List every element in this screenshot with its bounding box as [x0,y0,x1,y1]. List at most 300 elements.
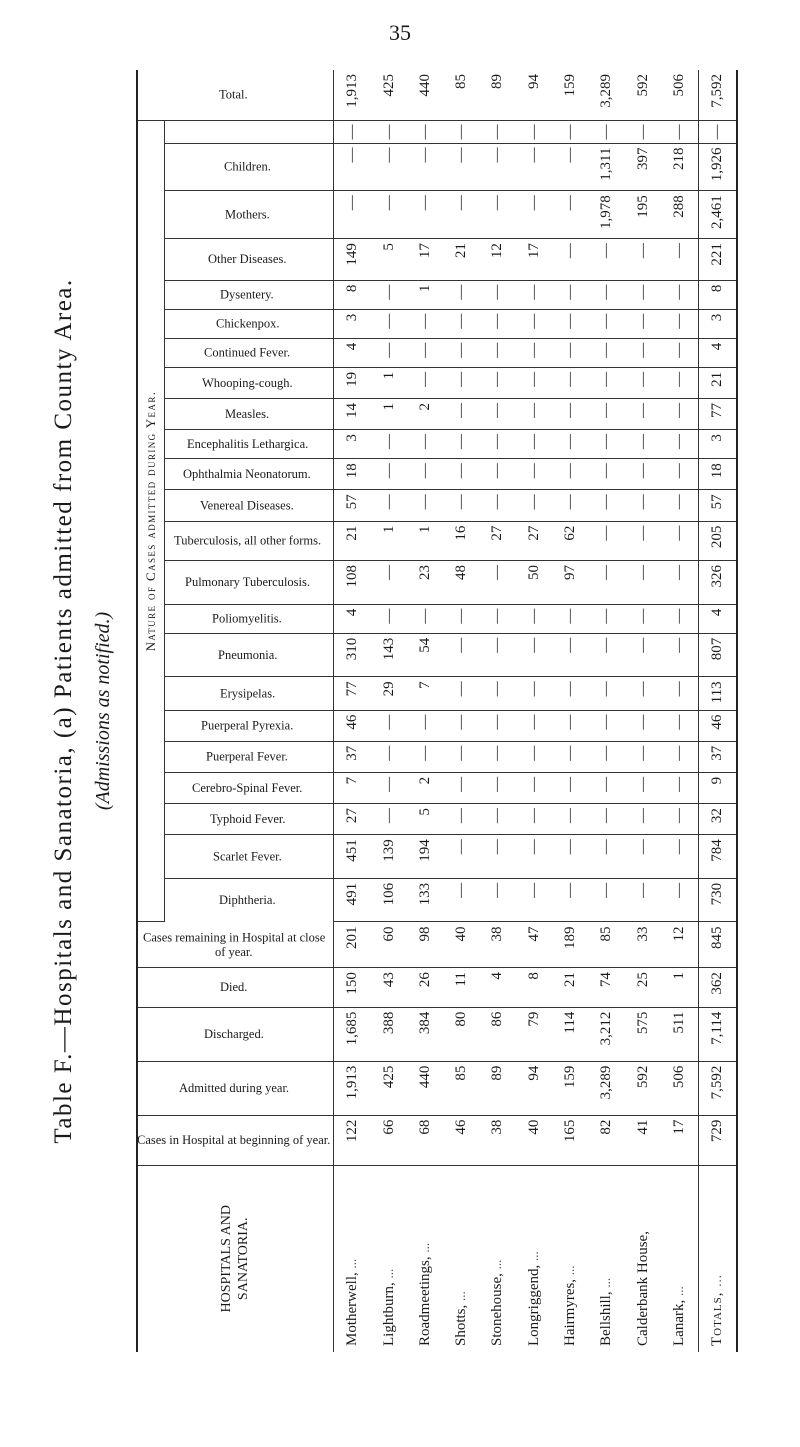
admissions-table [136,70,738,1352]
table-cell: — [625,521,661,560]
hospital-name-text: Lightburn, [380,1282,397,1346]
table-cell: — [589,399,625,430]
table-cell: 310 [334,633,371,677]
table-cell: — [443,835,479,879]
table-cell: — [443,430,479,459]
table-cell: — [516,143,552,191]
table-cell: — [334,120,371,143]
table-cell: — [443,772,479,803]
table-row [480,70,516,1352]
table-cell: 143 [371,633,407,677]
table-cell: 2 [407,772,443,803]
table-row [661,70,698,1352]
table-row [625,70,661,1352]
table-cell: — [443,399,479,430]
table-cell: — [443,280,479,309]
table-cell: — [589,604,625,633]
rotated-table-page [50,70,740,1352]
table-cell: — [516,338,552,367]
table-cell: — [480,604,516,633]
table-cell: — [661,741,698,772]
leader-dots: ... [380,1268,396,1279]
header-hospital: HOSPITALS AND SANATORIA. [138,1165,334,1352]
table-cell: — [443,338,479,367]
table-cell: 94 [516,70,552,120]
table-cell: — [589,835,625,879]
table-cell: — [443,677,479,710]
table-cell: — [516,633,552,677]
table-cell: — [480,191,516,239]
hospital-name [552,1165,588,1352]
table-cell: 57 [699,490,736,521]
hospital-name [480,1165,516,1352]
table-cell: 38 [480,922,516,968]
table-cell: — [516,710,552,741]
table-cell: 89 [480,70,516,120]
table-cell: 32 [699,804,736,835]
table-cell: — [480,772,516,803]
header-died: Died. [138,968,334,1007]
table-cell: — [516,772,552,803]
table-cell: 730 [699,878,736,922]
table-cell: — [516,459,552,490]
table-cell: 41 [625,1115,661,1165]
leader-dots: ... [561,1265,577,1276]
table-cell: — [407,309,443,338]
table-cell: — [552,633,588,677]
table-cell: — [625,490,661,521]
table-cell: 8 [334,280,371,309]
table-cell: — [516,191,552,239]
table-cell: — [371,561,407,605]
table-cell: 362 [699,968,736,1007]
table-cell: — [552,878,588,922]
table-row [407,70,443,1352]
table-cell: — [625,633,661,677]
table-cell: — [371,309,407,338]
table-cell: — [480,490,516,521]
table-cell: 150 [334,968,371,1007]
header-diphtheria: Diphtheria. [165,878,334,922]
table-cell: 60 [371,922,407,968]
table-cell: — [552,280,588,309]
table-cell: 201 [334,922,371,968]
totals-label [699,1165,736,1352]
table-cell: 1 [407,521,443,560]
table-cell: — [516,804,552,835]
table-cell: — [661,521,698,560]
table-cell: 1 [407,280,443,309]
table-cell: 17 [661,1115,698,1165]
hospital-name [443,1165,479,1352]
table-cell: — [625,835,661,879]
table-cell: — [661,309,698,338]
table-cell: 1 [661,968,698,1007]
table-cell: 37 [699,741,736,772]
table-cell: 37 [334,741,371,772]
table-cell: — [371,804,407,835]
table-cell: 845 [699,922,736,968]
table-cell: 12 [480,239,516,281]
hospital-name-text: Longriggend, [525,1264,542,1346]
header-ophthalmia-neonatorum: Ophthalmia Neonatorum. [165,459,334,490]
table-cell: — [552,604,588,633]
table-cell: — [334,143,371,191]
table-cell: — [516,835,552,879]
table-cell: — [371,143,407,191]
table-cell: — [589,280,625,309]
header-puerperal-fever: Puerperal Fever. [165,741,334,772]
table-cell: 165 [552,1115,588,1165]
header-discharged: Discharged. [138,1007,334,1061]
table-row [371,70,407,1352]
table-cell: 18 [334,459,371,490]
table-cell: — [407,741,443,772]
table-cell: 8 [699,280,736,309]
table-cell: — [661,459,698,490]
hospital-name [589,1165,625,1352]
table-row [552,70,588,1352]
table-cell: 7 [407,677,443,710]
table-cell: 77 [334,677,371,710]
table-cell: 7,114 [699,1007,736,1061]
page-number: 35 [389,20,411,45]
header-poliomyelitis: Poliomyelitis. [165,604,334,633]
table-cell: — [516,280,552,309]
table-cell: 12 [661,922,698,968]
header-chickenpox: Chickenpox. [165,309,334,338]
table-cell: — [625,804,661,835]
table-cell: 7,592 [699,70,736,120]
table-cell: — [552,338,588,367]
table-cell: — [589,239,625,281]
table-cell: 575 [625,1007,661,1061]
table-cell: — [661,804,698,835]
table-cell: — [661,835,698,879]
table-cell: 21 [552,968,588,1007]
table-cell: — [407,120,443,143]
table-cell: — [589,459,625,490]
table-cell: 77 [699,399,736,430]
table-cell: 807 [699,633,736,677]
table-cell: — [443,459,479,490]
table-cell: — [516,878,552,922]
header-in-hospital-beginning: Cases in Hospital at beginning of year. [138,1115,334,1165]
header-children: Children. [165,143,334,191]
table-cell: 425 [371,1061,407,1115]
table-cell: 326 [699,561,736,605]
table-row [589,70,625,1352]
table-cell: 159 [552,70,588,120]
table-cell: 491 [334,878,371,922]
table-cell: — [589,521,625,560]
table-cell: 205 [699,521,736,560]
table-cell: 89 [480,1061,516,1115]
table-cell: — [516,677,552,710]
table-cell: 106 [371,878,407,922]
table-cell: — [552,367,588,398]
header-puerperal-pyrexia: Puerperal Pyrexia. [165,710,334,741]
table-cell: 1 [371,399,407,430]
table-cell: 85 [443,70,479,120]
table-cell: — [371,490,407,521]
table-cell: 440 [407,1061,443,1115]
table-cell: — [661,399,698,430]
table-cell: 384 [407,1007,443,1061]
table-cell: 27 [334,804,371,835]
table-cell: 3,289 [589,70,625,120]
table-cell: — [552,677,588,710]
table-cell: 440 [407,70,443,120]
table-cell: 21 [443,239,479,281]
table-cell: — [552,804,588,835]
table-cell: — [516,604,552,633]
header-other-diseases: Other Diseases. [165,239,334,281]
table-cell: 397 [625,143,661,191]
table-cell: — [625,741,661,772]
header-pneumonia: Pneumonia. [165,633,334,677]
leader-dots: ... [525,1251,541,1262]
table-cell: — [480,280,516,309]
table-cell: — [625,772,661,803]
header-tuberculosis-other: Tuberculosis, all other forms. [165,521,334,560]
table-cell: — [625,367,661,398]
table-cell: 221 [699,239,736,281]
header-whooping-cough: Whooping-cough. [165,367,334,398]
table-cell: — [589,677,625,710]
table-cell: 16 [443,521,479,560]
table-cell: — [371,430,407,459]
table-cell: — [371,191,407,239]
table-cell: — [661,430,698,459]
table-cell: 189 [552,922,588,968]
header-blank [165,120,334,143]
table-cell: 1,926 [699,143,736,191]
table-cell: 425 [371,70,407,120]
table-cell: — [661,677,698,710]
table-cell: 729 [699,1115,736,1165]
table-cell: 2,461 [699,191,736,239]
table-cell: — [334,191,371,239]
table-cell: — [552,710,588,741]
leader-dots: ... [671,1286,687,1297]
header-venereal-diseases: Venereal Diseases. [165,490,334,521]
table-cell: — [407,604,443,633]
table-cell: — [480,804,516,835]
table-cell: 21 [699,367,736,398]
table-cell: 5 [407,804,443,835]
table-cell: — [443,309,479,338]
leader-dots: ... [343,1258,359,1269]
table-cell: 85 [589,922,625,968]
hospital-name-text: Calderbank House, [634,1231,651,1346]
table-cell: 506 [661,70,698,120]
table-cell: — [661,280,698,309]
table-cell: — [552,741,588,772]
table-cell: 3,212 [589,1007,625,1061]
table-cell: — [661,878,698,922]
table-cell: — [552,430,588,459]
table-cell: — [589,804,625,835]
table-cell: — [589,878,625,922]
table-cell: 451 [334,835,371,879]
table-cell: 18 [699,459,736,490]
table-cell: — [480,459,516,490]
table-cell: 5 [371,239,407,281]
hospital-name [661,1165,698,1352]
table-cell: 4 [334,338,371,367]
table-cell: 74 [589,968,625,1007]
table-cell: — [552,459,588,490]
table-cell: 94 [516,1061,552,1115]
table-cell: — [589,120,625,143]
table-cell: — [407,490,443,521]
table-cell: 86 [480,1007,516,1061]
table-cell: 149 [334,239,371,281]
table-cell: — [552,239,588,281]
table-cell: — [443,604,479,633]
table-cell: 8 [516,968,552,1007]
table-cell: 195 [625,191,661,239]
table-cell: — [443,804,479,835]
table-cell: 3 [334,430,371,459]
table-cell: 46 [334,710,371,741]
hospital-name-text: Shotts, [453,1304,470,1346]
table-cell: 218 [661,143,698,191]
table-cell: — [516,490,552,521]
table-cell: 122 [334,1115,371,1165]
table-cell: — [661,367,698,398]
table-cell: 48 [443,561,479,605]
table-cell: — [443,143,479,191]
table-cell: — [625,561,661,605]
table-cell: 9 [699,772,736,803]
table-cell: — [371,741,407,772]
table-cell: 3 [334,309,371,338]
table-cell: — [443,710,479,741]
table-cell: 1,978 [589,191,625,239]
header-admitted: Admitted during year. [138,1061,334,1115]
table-cell: — [589,633,625,677]
table-cell: 46 [443,1115,479,1165]
table-cell: — [407,459,443,490]
table-cell: — [625,309,661,338]
table-cell: 3 [699,430,736,459]
table-cell: 511 [661,1007,698,1061]
header-encephalitis-lethargica: Encephalitis Lethargica. [165,430,334,459]
table-cell: — [661,772,698,803]
table-cell: 21 [334,521,371,560]
table-cell: 1,311 [589,143,625,191]
table-cell: — [480,338,516,367]
table-cell: 1,913 [334,1061,371,1115]
table-cell: — [480,710,516,741]
table-cell: — [480,561,516,605]
table-cell: — [443,878,479,922]
table-cell: — [480,677,516,710]
table-cell: 38 [480,1115,516,1165]
hospital-name [625,1165,661,1352]
table-cell: — [661,710,698,741]
hospital-name [516,1165,552,1352]
table-cell: 29 [371,677,407,710]
table-cell: 506 [661,1061,698,1115]
table-cell: — [699,120,736,143]
table-cell: 14 [334,399,371,430]
hospital-name [371,1165,407,1352]
table-title: Table F.—Hospitals and Sanatoria, (a) Patients admitted from County Area. [50,278,77,1144]
table-cell: — [443,490,479,521]
table-cell: — [480,835,516,879]
table-cell: — [625,120,661,143]
table-cell: — [407,710,443,741]
hospital-name-text: Stonehouse, [489,1273,506,1346]
table-cell: — [371,772,407,803]
table-cell: — [371,604,407,633]
table-cell: 17 [516,239,552,281]
leader-dots: ... [598,1277,614,1288]
table-cell: — [661,490,698,521]
table-cell: 3 [699,309,736,338]
hospital-name-text: Bellshill, [598,1291,615,1346]
table-cell: — [625,239,661,281]
table-cell: 4 [699,338,736,367]
table-cell: 4 [480,968,516,1007]
table-cell: 1 [371,521,407,560]
table-cell: 7,592 [699,1061,736,1115]
hospital-name-text: Totals, [709,1291,726,1346]
table-cell: — [589,490,625,521]
table-cell: — [552,772,588,803]
table-cell: — [625,399,661,430]
table-cell: — [443,367,479,398]
table-cell: — [552,399,588,430]
table-cell: — [589,367,625,398]
header-nature-of-cases: Nature of Cases admitted during Year. [138,120,165,922]
table-cell: — [661,239,698,281]
table-cell: 85 [443,1061,479,1115]
table-cell: — [516,741,552,772]
table-cell: 108 [334,561,371,605]
table-cell: — [480,399,516,430]
hospital-name-text: Lanark, [671,1299,688,1346]
table-cell: — [625,710,661,741]
header-measles: Measles. [165,399,334,430]
table-cell: — [661,633,698,677]
table-cell: — [625,430,661,459]
table-cell: — [516,367,552,398]
table-cell: 194 [407,835,443,879]
table-cell: — [589,710,625,741]
table-cell: 50 [516,561,552,605]
hospital-name-text: Hairmyres, [561,1278,578,1346]
table-cell: — [552,309,588,338]
table-cell: 113 [699,677,736,710]
table-cell: 17 [407,239,443,281]
header-cerebro-spinal-fever: Cerebro-Spinal Fever. [165,772,334,803]
table-cell: 784 [699,835,736,879]
table-cell: — [589,430,625,459]
table-cell: — [480,309,516,338]
hospital-name [334,1165,371,1352]
table-cell: — [407,191,443,239]
table-cell: 46 [699,710,736,741]
table-cell: — [443,741,479,772]
table-cell: — [480,430,516,459]
leader-dots: ... [709,1274,725,1287]
table-cell: — [552,191,588,239]
table-cell: — [589,772,625,803]
